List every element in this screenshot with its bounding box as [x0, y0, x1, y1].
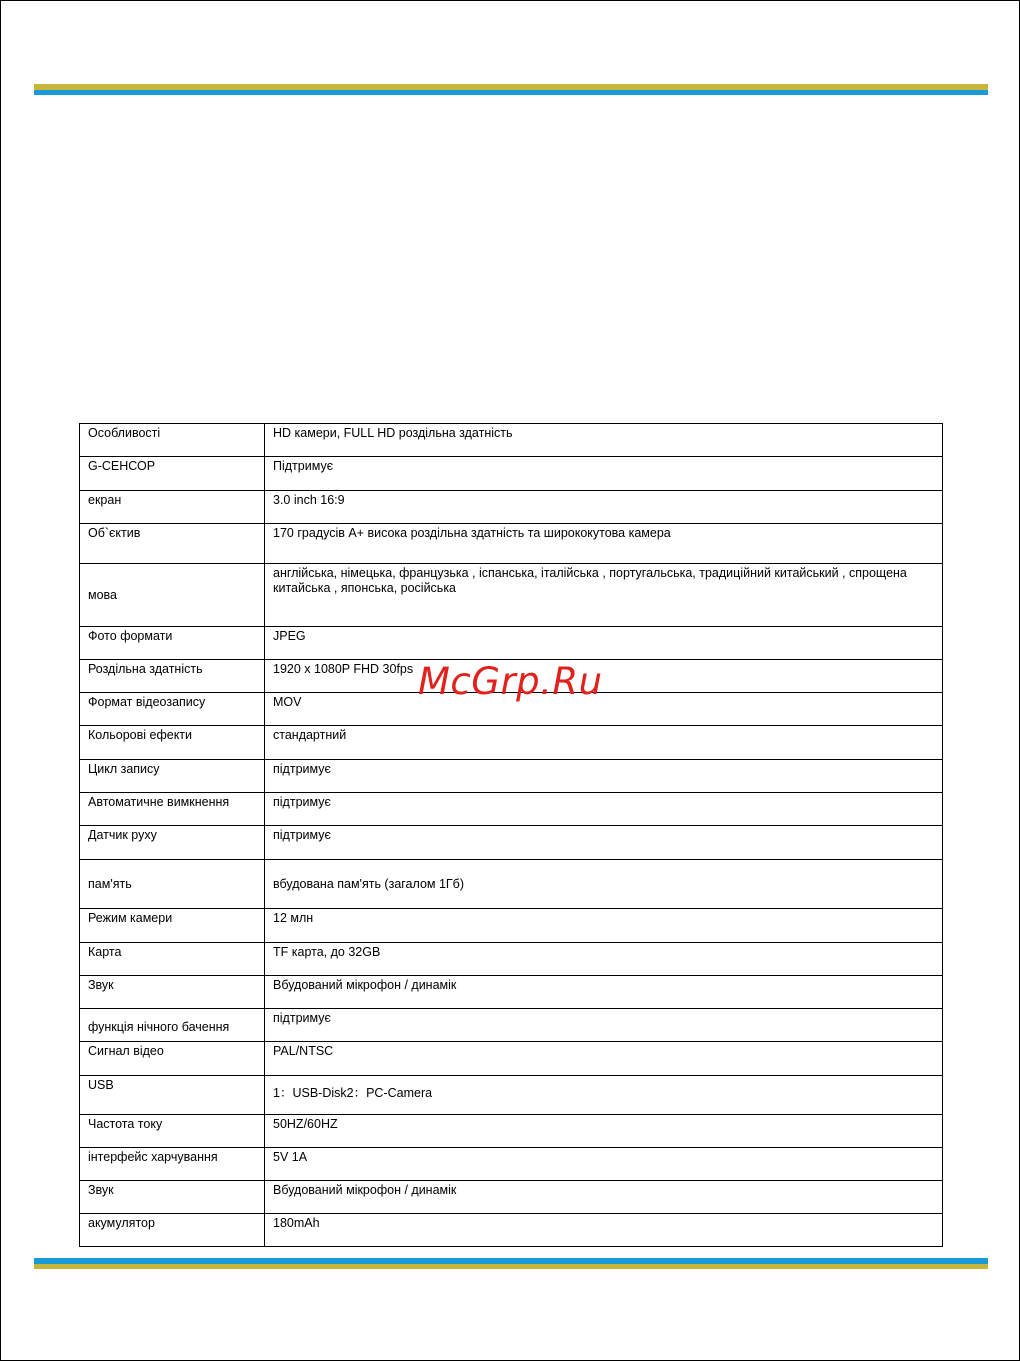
spec-value: TF карта, до 32GB: [265, 943, 943, 976]
spec-value: 50HZ/60HZ: [265, 1115, 943, 1148]
table-row: [80, 693, 943, 726]
spec-label: Об`єктив: [80, 524, 265, 564]
spec-label: Формат відеозапису: [80, 693, 265, 726]
bottom-stripe-gold: [34, 1264, 988, 1270]
table-row: [80, 1214, 943, 1247]
table-row: [80, 943, 943, 976]
table-row: [80, 726, 943, 760]
spec-value: підтримує: [265, 1009, 943, 1042]
table-row: [80, 1148, 943, 1181]
table-row: [80, 760, 943, 793]
spec-value: англійська, німецька, французька , іспанська, італійська , португальська, традиційний китайський , спрощена китайська , японська, російська: [265, 564, 943, 627]
spec-label: Сигнал відео: [80, 1042, 265, 1076]
spec-label: інтерфейс харчування: [80, 1148, 265, 1181]
table-row: [80, 1009, 943, 1042]
spec-label: мова: [80, 564, 265, 627]
spec-label: функція нічного бачення: [80, 1009, 265, 1042]
table-row: [80, 491, 943, 524]
table-row: [80, 860, 943, 909]
table-row: [80, 909, 943, 943]
watermark-text: McGrp.Ru: [418, 660, 603, 703]
top-stripe: [34, 84, 988, 95]
spec-value: HD камери, FULL HD роздільна здатність: [265, 424, 943, 457]
spec-label: екран: [80, 491, 265, 524]
bottom-stripe: [34, 1258, 988, 1269]
spec-value: 180mAh: [265, 1214, 943, 1247]
table-row: [80, 524, 943, 564]
spec-value: стандартний: [265, 726, 943, 760]
spec-label: Особливості: [80, 424, 265, 457]
spec-label: Звук: [80, 1181, 265, 1214]
table-row: [80, 627, 943, 660]
spec-value: MOV: [265, 693, 943, 726]
spec-label: G-СЕНСОР: [80, 457, 265, 491]
spec-value: 3.0 inch 16:9: [265, 491, 943, 524]
table-row: [80, 457, 943, 491]
spec-value: вбудована пам'ять (загалом 1Гб): [265, 860, 943, 909]
spec-label: Звук: [80, 976, 265, 1009]
specs-table: [79, 423, 943, 1247]
spec-value: PAL/NTSC: [265, 1042, 943, 1076]
spec-value: 1920 x 1080P FHD 30fps: [265, 660, 943, 693]
spec-value: Підтримує: [265, 457, 943, 491]
spec-label: Режим камери: [80, 909, 265, 943]
spec-value: підтримує: [265, 826, 943, 860]
top-stripe-blue: [34, 90, 988, 96]
spec-label: акумулятор: [80, 1214, 265, 1247]
spec-value: Вбудований мікрофон / динамік: [265, 976, 943, 1009]
table-row: [80, 1076, 943, 1115]
spec-label: Автоматичне вимкнення: [80, 793, 265, 826]
table-row: [80, 1042, 943, 1076]
table-row: [80, 976, 943, 1009]
table-row: [80, 1115, 943, 1148]
spec-value: JPEG: [265, 627, 943, 660]
spec-value: 5V 1A: [265, 1148, 943, 1181]
table-row: [80, 1181, 943, 1214]
spec-label: Роздільна здатність: [80, 660, 265, 693]
spec-value: Вбудований мікрофон / динамік: [265, 1181, 943, 1214]
table-row: [80, 424, 943, 457]
table-row: [80, 826, 943, 860]
spec-label: Цикл запису: [80, 760, 265, 793]
spec-value: 12 млн: [265, 909, 943, 943]
spec-value: 170 градусів A+ висока роздільна здатність та ширококутова камера: [265, 524, 943, 564]
spec-value: підтримує: [265, 793, 943, 826]
spec-value: 1：USB-Disk2：PC-Camera: [265, 1076, 943, 1115]
spec-label: Карта: [80, 943, 265, 976]
table-row: [80, 564, 943, 627]
spec-value: підтримує: [265, 760, 943, 793]
spec-label: пам'ять: [80, 860, 265, 909]
table-row: [80, 793, 943, 826]
spec-label: Датчик руху: [80, 826, 265, 860]
spec-label: Кольорові ефекти: [80, 726, 265, 760]
spec-label: Частота току: [80, 1115, 265, 1148]
spec-label: Фото формати: [80, 627, 265, 660]
spec-label: USB: [80, 1076, 265, 1115]
table-row: [80, 660, 943, 693]
